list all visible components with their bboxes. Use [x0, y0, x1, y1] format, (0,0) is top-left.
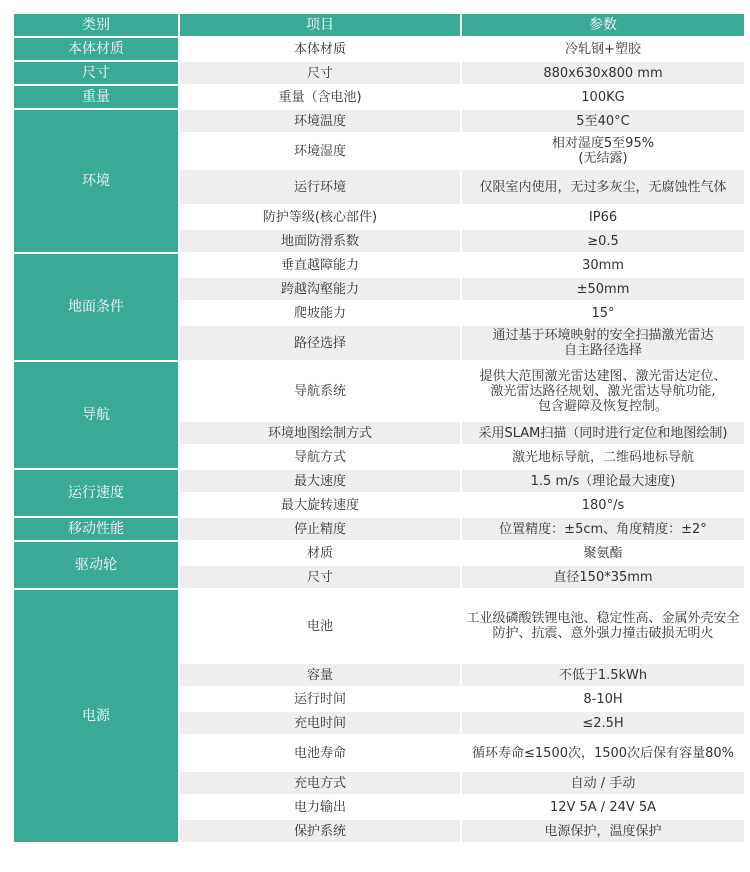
category-cell: 尺寸 [14, 62, 178, 84]
table-row [14, 110, 744, 132]
param-cell: 自动 / 手动 [462, 772, 744, 794]
param-cell: 位置精度：±5cm、角度精度：±2° [462, 518, 744, 540]
category-cell: 导航 [14, 362, 178, 468]
item-cell: 运行时间 [180, 688, 460, 710]
item-cell: 电池 [180, 590, 460, 662]
param-cell: 15° [462, 302, 744, 324]
param-cell: 激光地标导航，二维码地标导航 [462, 446, 744, 468]
table-row [14, 62, 744, 84]
item-cell: 环境地图绘制方式 [180, 422, 460, 444]
category-cell: 地面条件 [14, 254, 178, 360]
item-cell: 地面防滑系数 [180, 230, 460, 252]
item-cell: 导航方式 [180, 446, 460, 468]
param-cell: 冷轧钢+塑胶 [462, 38, 744, 60]
item-cell: 充电时间 [180, 712, 460, 734]
item-cell: 尺寸 [180, 566, 460, 588]
spec-table [12, 12, 746, 844]
param-cell: ≥0.5 [462, 230, 744, 252]
param-cell: 提供大范围激光雷达建图、激光雷达定位、 激光雷达路径规划、激光雷达导航功能, 包含避障及恢复控制。 [462, 362, 744, 420]
param-cell: 工业级磷酸铁锂电池、稳定性高、金属外壳安全防护、抗震、意外强力撞击破损无明火 [462, 590, 744, 662]
param-cell: 5至40°C [462, 110, 744, 132]
header-item: 项目 [180, 14, 460, 36]
table-row [14, 470, 744, 492]
param-cell: 聚氨酯 [462, 542, 744, 564]
header-param: 参数 [462, 14, 744, 36]
item-cell: 运行环境 [180, 170, 460, 204]
table-row [14, 38, 744, 60]
item-cell: 垂直越障能力 [180, 254, 460, 276]
table-row [14, 590, 744, 662]
item-cell: 充电方式 [180, 772, 460, 794]
item-cell: 路径选择 [180, 326, 460, 360]
param-cell: 仅限室内使用，无过多灰尘，无腐蚀性气体 [462, 170, 744, 204]
table-row [14, 518, 744, 540]
item-cell: 导航系统 [180, 362, 460, 420]
item-cell: 跨越沟壑能力 [180, 278, 460, 300]
param-cell: 采用SLAM扫描（同时进行定位和地图绘制) [462, 422, 744, 444]
category-cell: 环境 [14, 110, 178, 252]
category-cell: 电源 [14, 590, 178, 842]
item-cell: 爬坡能力 [180, 302, 460, 324]
param-cell: ≤2.5H [462, 712, 744, 734]
table-row [14, 254, 744, 276]
spec-table-container [12, 12, 744, 844]
item-cell: 电力输出 [180, 796, 460, 818]
category-cell: 移动性能 [14, 518, 178, 540]
param-cell: 电源保护，温度保护 [462, 820, 744, 842]
category-cell: 运行速度 [14, 470, 178, 516]
table-row [14, 362, 744, 420]
header-row [14, 14, 744, 36]
category-cell: 重量 [14, 86, 178, 108]
item-cell: 环境温度 [180, 110, 460, 132]
param-cell: 不低于1.5kWh [462, 664, 744, 686]
item-cell: 尺寸 [180, 62, 460, 84]
item-cell: 防护等级(核心部件) [180, 206, 460, 228]
param-cell: 循环寿命≤1500次，1500次后保有容量80% [462, 736, 744, 770]
spec-body [14, 38, 744, 842]
item-cell: 容量 [180, 664, 460, 686]
param-cell: 12V 5A / 24V 5A [462, 796, 744, 818]
param-cell: 8-10H [462, 688, 744, 710]
param-cell: 30mm [462, 254, 744, 276]
item-cell: 停止精度 [180, 518, 460, 540]
item-cell: 最大速度 [180, 470, 460, 492]
param-cell: 880x630x800 mm [462, 62, 744, 84]
param-cell: 180°/s [462, 494, 744, 516]
header-category: 类别 [14, 14, 178, 36]
item-cell: 环境湿度 [180, 134, 460, 168]
category-cell: 驱动轮 [14, 542, 178, 588]
param-cell: 相对湿度5至95% (无结露) [462, 134, 744, 168]
item-cell: 电池寿命 [180, 736, 460, 770]
item-cell: 保护系统 [180, 820, 460, 842]
item-cell: 本体材质 [180, 38, 460, 60]
item-cell: 材质 [180, 542, 460, 564]
table-row [14, 542, 744, 564]
item-cell: 重量（含电池) [180, 86, 460, 108]
category-cell: 本体材质 [14, 38, 178, 60]
table-row [14, 86, 744, 108]
param-cell: 100KG [462, 86, 744, 108]
param-cell: 1.5 m/s（理论最大速度) [462, 470, 744, 492]
item-cell: 最大旋转速度 [180, 494, 460, 516]
param-cell: IP66 [462, 206, 744, 228]
param-cell: ±50mm [462, 278, 744, 300]
param-cell: 通过基于环境映射的安全扫描激光雷达 自主路径选择 [462, 326, 744, 360]
param-cell: 直径150*35mm [462, 566, 744, 588]
